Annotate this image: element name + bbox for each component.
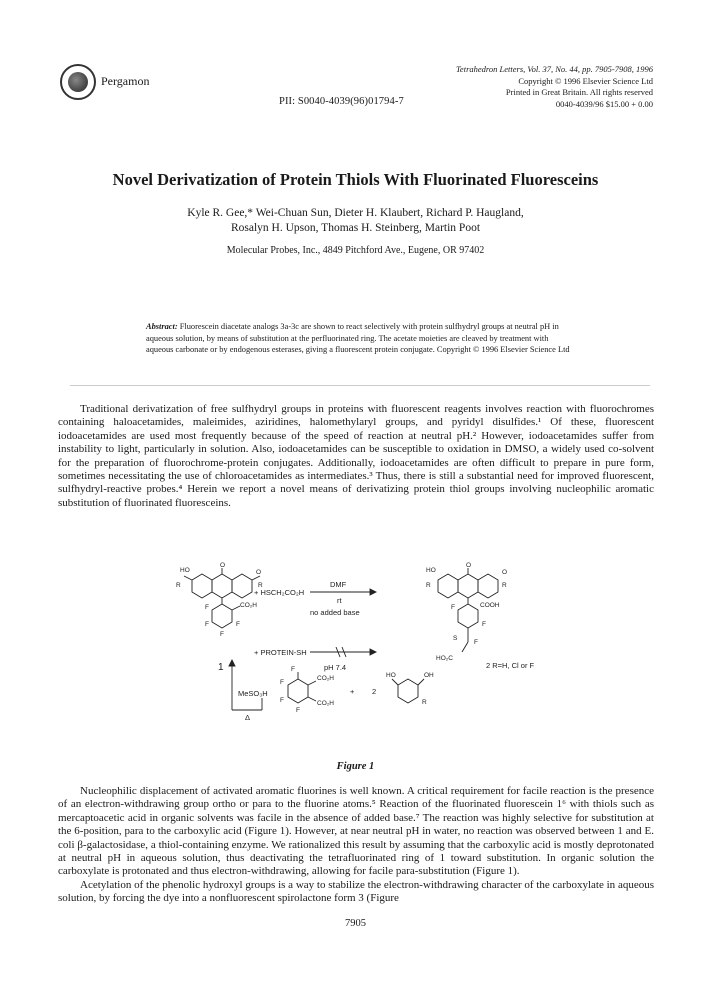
condition-dmf: DMF bbox=[330, 580, 347, 589]
paragraph-discussion-text: Nucleophilic displacement of activated aromatic fluorines is well known. A critical requirement for facile reaction is the presence of an electron-withdrawing group ortho or para to the fluorine atoms.⁵ Reaction of the fluorinated fluorescein 1⁶ with thiols such as mercaptoacetic acid in organic solvents was facile in the absence of added base.⁷ The reaction was highly selective for substitution at the 6-position, para to the carboxylic acid (Figure 1). However, at near neutral pH in water, no reaction was observed between 1 and E. coli β-galactosidase, a thiol-containing enzyme. We rationalized this result by assuming that the carboxylic acid is mostly deprotonated at neutral pH in aqueous solution, thus deactivating the tetrafluorinated ring of 1 toward substitution. In organic solution the carboxylate is protonated and thus electron-withdrawing, allowing for facile para-substitution (Figure 1). bbox=[58, 785, 654, 878]
abstract-label: Abstract: bbox=[146, 322, 178, 331]
publisher-logo bbox=[60, 64, 96, 100]
paper-title: Novel Derivatization of Protein Thiols With Fluorinated Fluoresceins bbox=[112, 170, 599, 189]
svg-text:HO: HO bbox=[426, 567, 436, 574]
heat-symbol: Δ bbox=[245, 713, 251, 722]
svg-text:R: R bbox=[422, 699, 427, 706]
copyright-line: Copyright © 1996 Elsevier Science Ltd bbox=[518, 75, 653, 86]
reagent-mesoh: MeSO₃H bbox=[238, 689, 268, 698]
paragraph-acetylation-text: Acetylation of the phenolic hydroxyl groups is a way to stabilize the electron-withdrawing character of the carboxylate in aqueous solution, by forcing the dye into a nonfluorescent spirolactone form 3 (Figure bbox=[58, 878, 654, 905]
svg-text:F: F bbox=[474, 639, 478, 646]
paragraph-intro bbox=[58, 403, 654, 510]
svg-text:R: R bbox=[502, 582, 507, 589]
svg-text:S: S bbox=[453, 635, 458, 642]
svg-text:CO₂H: CO₂H bbox=[317, 675, 334, 682]
authors-line-1: Kyle R. Gee,* Wei-Chuan Sun, Dieter H. Klaubert, Richard P. Haugland, bbox=[187, 207, 524, 219]
svg-text:COOH: COOH bbox=[480, 602, 500, 609]
svg-text:R: R bbox=[258, 582, 263, 589]
authors bbox=[0, 206, 711, 236]
svg-text:CO₂H: CO₂H bbox=[240, 602, 257, 609]
authors-line-2: Rosalyn H. Upson, Thomas H. Steinberg, Martin Poot bbox=[230, 222, 481, 234]
svg-text:F: F bbox=[280, 679, 284, 686]
compound-1-label: 1 bbox=[218, 662, 224, 673]
svg-text:OH: OH bbox=[424, 672, 434, 679]
svg-text:F: F bbox=[220, 631, 224, 638]
page-number: 7905 bbox=[345, 918, 366, 929]
printed-line: Printed in Great Britain. All rights reserved bbox=[505, 87, 653, 97]
svg-text:F: F bbox=[205, 621, 209, 628]
journal-info bbox=[456, 64, 653, 110]
abstract bbox=[146, 321, 576, 356]
svg-text:R: R bbox=[176, 582, 181, 589]
condition-ph: pH 7.4 bbox=[324, 663, 347, 672]
affiliation: Molecular Probes, Inc., 4849 Pitchford Ave., Eugene, OR 97402 bbox=[226, 245, 485, 256]
svg-text:F: F bbox=[482, 621, 486, 628]
paragraph-discussion bbox=[58, 785, 654, 906]
figure-caption: Figure 1 bbox=[336, 761, 375, 772]
svg-text:F: F bbox=[296, 707, 300, 714]
divider bbox=[70, 385, 650, 386]
paragraph-intro-text: Traditional derivatization of free sulfhydryl groups in proteins with fluorescent reagents involves reaction with fluorochromes containing haloacetamides, maleimides, aziridines, halomethylaryl groups, and pyridyl disulfides.¹ Of these, fluorescent iodoacetamides are used most frequently because of the speed of reaction at neutral pH.² However, iodoacetamides suffer from instability to light, particularly in solution. Also, iodoacetamides can be susceptible to oxidation in DMSO, a widely used co-solvent for the preparation of fluorochrome-protein conjugates. Additionally, iodoacetamides are often difficult to prepare in pure form, sometimes necessitating the use of chloroacetamides as intermediates.³ Thus, there is still a substantial need for improved fluorescent, sulfhydryl-reactive probes.⁴ Herein we report a novel means of derivatizing protein thiol groups involving nucleophilic aromatic substitution of fluorinated fluoresceins. bbox=[58, 403, 654, 509]
svg-text:F: F bbox=[205, 604, 209, 611]
reaction-scheme bbox=[150, 560, 570, 760]
condition-rt: rt bbox=[337, 596, 342, 605]
svg-text:F: F bbox=[280, 697, 284, 704]
svg-text:HO₂C: HO₂C bbox=[436, 655, 453, 662]
svg-text:CO₂H: CO₂H bbox=[317, 700, 334, 707]
svg-text:O: O bbox=[220, 562, 226, 569]
svg-text:F: F bbox=[291, 666, 295, 673]
svg-text:HO: HO bbox=[386, 672, 396, 679]
svg-text:HO: HO bbox=[180, 567, 190, 574]
plus-sign: + bbox=[350, 687, 355, 696]
svg-text:O: O bbox=[466, 562, 472, 569]
svg-text:O: O bbox=[502, 569, 508, 576]
svg-text:F: F bbox=[236, 621, 240, 628]
reagent-thiol: + HSCH₂CO₂H bbox=[254, 588, 305, 597]
price-line: 0040-4039/96 $15.00 + 0.00 bbox=[555, 98, 653, 109]
journal-citation: Tetrahedron Letters, Vol. 37, No. 44, pp. 7905-7908, 1996 bbox=[455, 64, 653, 74]
condition-no-base: no added base bbox=[310, 608, 360, 617]
svg-text:O: O bbox=[256, 569, 262, 576]
reagent-protein: + PROTEIN-SH bbox=[254, 648, 307, 657]
svg-text:R: R bbox=[426, 582, 431, 589]
compound-2-ref: 2 bbox=[372, 687, 377, 696]
pii: PII: S0040-4039(96)01794-7 bbox=[279, 96, 404, 107]
abstract-text: Fluorescein diacetate analogs 3a-3c are shown to react selectively with protein sulfhydryl groups at neutral pH in aqueous solution, by means of substitution at the perfluorinated ring. The acetate moieties are cleaved by treatment with aqueous carbonate or by endogenous esterases, giving a fluorescent protein conjugate. Copyright © 1996 Elsevier Science Ltd bbox=[146, 322, 570, 355]
publisher-name: Pergamon bbox=[101, 74, 150, 88]
svg-text:F: F bbox=[451, 604, 455, 611]
compound-2-label: 2 R=H, Cl or F bbox=[486, 661, 535, 670]
